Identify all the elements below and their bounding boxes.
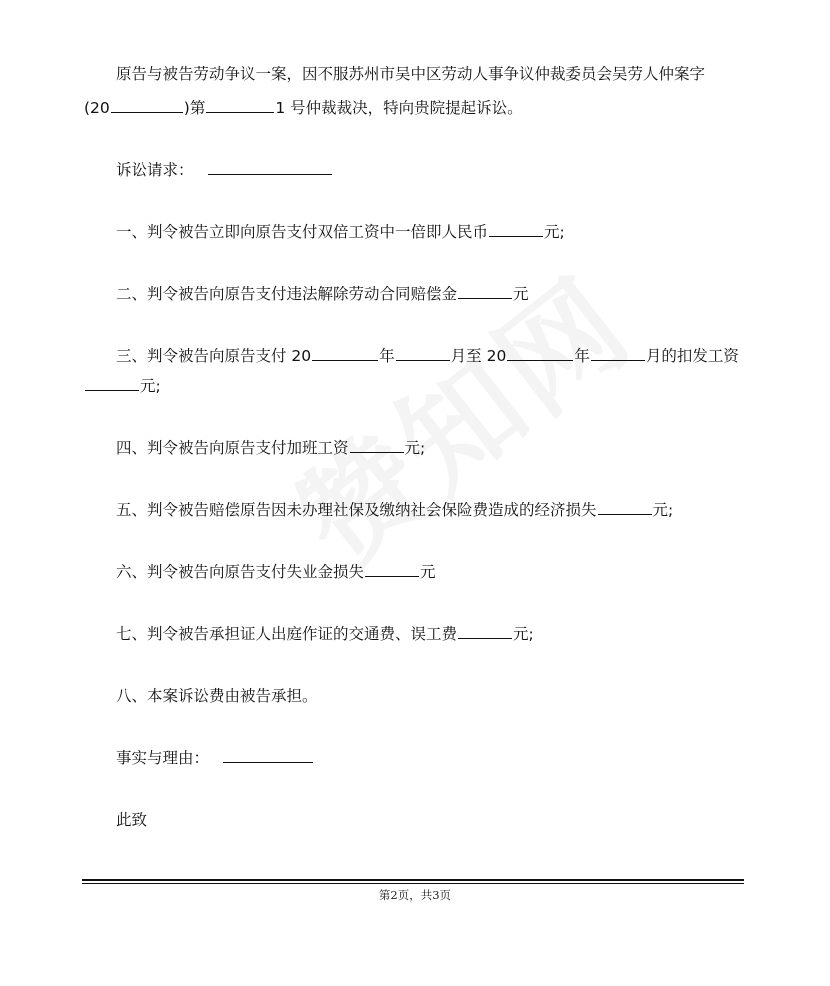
blank-amount bbox=[458, 624, 512, 639]
blank-claims bbox=[208, 160, 332, 175]
blank-facts bbox=[223, 748, 313, 763]
footer-divider-thin bbox=[82, 883, 744, 884]
blank-amount bbox=[365, 562, 419, 577]
blank-year bbox=[507, 346, 573, 361]
footer-divider bbox=[82, 879, 744, 881]
claim-5: 五、判令被告赔偿原告因未办理社保及缴纳社会保险费造成的经济损失 元; bbox=[116, 501, 674, 519]
blank-month bbox=[591, 346, 645, 361]
claims-heading: 诉讼请求： bbox=[116, 160, 333, 180]
blank-year bbox=[312, 346, 378, 361]
blank-amount bbox=[350, 438, 404, 453]
claim-1: 一、判令被告立即向原告支付双倍工资中一倍即人民币 元; bbox=[116, 223, 565, 241]
blank-amount bbox=[598, 500, 652, 515]
blank-amount bbox=[458, 284, 512, 299]
claim-3: 三、判令被告向原告支付 20 年 月至 20 年 月的扣发工资 bbox=[116, 347, 739, 365]
blank-year bbox=[111, 98, 183, 113]
claim-7: 七、判令被告承担证人出庭作证的交通费、误工费 元; bbox=[116, 625, 534, 643]
closing: 此致 bbox=[116, 811, 148, 829]
intro-line-2: (20 )第 1 号仲裁裁决，特向贵院提起诉讼。 bbox=[84, 99, 523, 117]
claim-2: 二、判令被告向原告支付违法解除劳动合同赔偿金 元 bbox=[116, 285, 529, 303]
page-number: 第2页，共3页 bbox=[378, 888, 452, 902]
claim-4: 四、判令被告向原告支付加班工资 元; bbox=[116, 439, 426, 457]
blank-amount bbox=[85, 376, 139, 391]
blank-month bbox=[396, 346, 450, 361]
blank-case-number bbox=[206, 98, 274, 113]
intro-line-1: 原告与被告劳动争议一案，因不服苏州市吴中区劳动人事争议仲裁委员会吴劳人仲案字 bbox=[116, 65, 706, 83]
facts-heading: 事实与理由： bbox=[116, 748, 314, 768]
blank-amount bbox=[489, 222, 543, 237]
claim-3-continued: 元; bbox=[84, 376, 161, 396]
claim-8: 八、本案诉讼费由被告承担。 bbox=[116, 687, 318, 705]
claim-6: 六、判令被告向原告支付失业金损失 元 bbox=[116, 563, 436, 581]
